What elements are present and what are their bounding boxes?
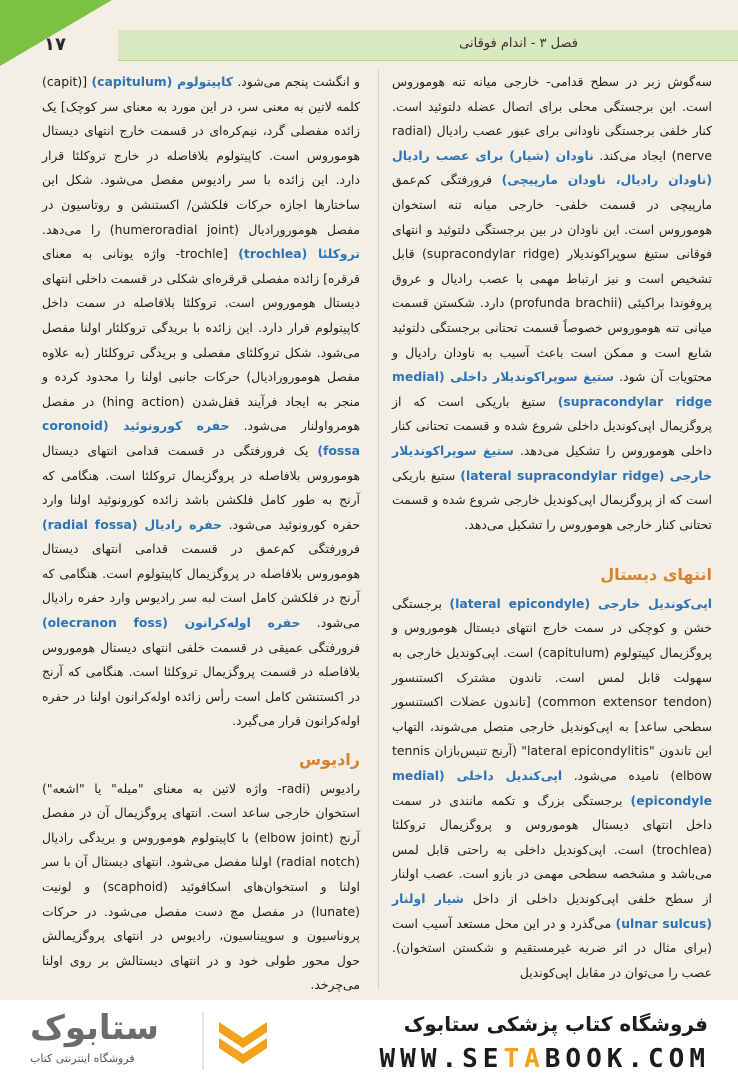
right-paragraph-2: اپی‌کوندیل خارجی (lateral epicondyle) برجستگی خشن و کوچکی در سمت خارج انتهای دیستال هوموروس و پروگزیمال کپیتولوم (capitulum) است. اپی‌کوندیل خارجی به سهولت قابل لمس است. تاندون مشترک اکستنسور (common extensor tendon) [تاندون عضلات اکستنسور سطحی ساعد] به اپی‌کوندیل خارجی متصل می‌شوند، التهاب این تاندون "lateral epicondylitis" (آرنج تنیس‌بازان tennis elbow) نامیده می‌شود. اپی‌کندیل داخلی (medial epicondyle) برجستگی بزرگ و تکمه مانندی در سمت داخل انتهای دیستال هوموروس و پروگزیمال تروکلئا (trochlea) است. اپی‌کوندیل داخلی به راحتی قابل لمس می‌باشد و مشخصه سطحی مهمی در بازو است. عصب اولنار از سطح خلفی اپی‌کوندیل داخلی از داخل شیار اولنار (ulnar sulcus) می‌گذرد و در این محل مستعد آسیب است (برای مثال در اثر ضربه غیرمستقیم و شکستن استخوان). عصب را می‌توان در مقابل اپی‌کوندیل — [392, 595, 712, 980]
corner-tab — [0, 0, 112, 66]
section-heading-radius: رادیوس — [298, 750, 360, 770]
term-capitulum: کاپیتولوم (capitulum) — [91, 74, 233, 89]
store-name: فروشگاه کتاب پزشکی ستابوک — [403, 1012, 708, 1036]
column-divider — [378, 70, 379, 990]
section-heading-distal-end: انتهای دیستال — [600, 565, 712, 585]
page-number: ۱۷ — [44, 34, 66, 55]
store-logo-text: ستابوک — [30, 1008, 159, 1048]
term-medial-epicondyle: اپی‌کندیل داخلی (medial epicondyle) — [392, 768, 712, 808]
right-paragraph: سه‌گوش زبر در سطح قدامی- خارجی میانه تنه هوموروس است. این برجستگی محلی برای اتصال عضله دلتوئید است. کنار خلفی برجستگی ناودانی برای عبور عصب رادیال (radial nerve) ایجاد می‌کند. ناودان (شیار) برای عصب رادیال (ناودان رادیال، ناودان مارپیچی) فرورفتگی کم‌عمق مارپیچی در قسمت خلفی- خارجی میانه تنه استخوان هوموروس است. این ناودان در بین برجستگی دلتوئید و انتهای فوقانی ستیغ سوپراکوندیلار (supracondylar ridge) قابل تشخیص است و نیز ارتباط مهمی با عصب رادیال و عروق پروفوندا براکیئی (profunda brachii) دارد. شکستن قسمت میانی تنه هوموروس خصوصاً قسمت تحتانی برجستگی دلتوئید شایع است و ممکن است باعث آسیب به ناودان رادیال و محتویات آن شود. ستیغ سوپراکوندیلار داخلی (medial supracondylar ridge) ستیغ باریکی است که از پروگزیمال اپی‌کوندیل داخلی شروع شده و قسمت تحتانی کنار داخلی هوموروس را تشکیل می‌دهد. ستیغ سوپراکوندیلار خارجی (lateral supracondylar ridge) ستیغ باریکی است که از پروگزیمال اپی‌کوندیل خارجی شروع شده و قسمت تحتانی کنار خارجی هوموروس را تشکیل می‌دهد. — [392, 74, 713, 532]
term-ulnar-sulcus: شیار اولنار (ulnar sulcus) — [392, 891, 712, 931]
term-coronoid-fossa: حفره کورونوئید (coronoid fossa) — [42, 418, 360, 458]
term-olecranon-fossa: حفره اوله‌کرانون (olecranon foss) — [42, 615, 301, 631]
left-paragraph: و انگشت پنجم می‌شود. کاپیتولوم (capitulum) [(capit) کلمه لاتین به معنی سر، در این مورد به معنای سر کوچک] یک زائده مفصلی گرد، نیم‌کره‌ای در قسمت خارج انتهای دیستال هوموروس است. کاپیتولوم بلافاصله در خارج تروکلئا قرار دارد. این زائده با سر رادیوس مفصل می‌شود. شکل این ساختارها اجازه حرکات فلکشن/ اکستنشن و روتاسیون در مفصل هومورورادیال (humeroradial joint) را می‌دهد. تروکلئا (trochlea) [trochle- واژه یونانی به معنای قرقره] زائده مفصلی قرقره‌ای شکلی در قسمت داخلی انتهای دیستال هوموروس است. تروکلئا بلافاصله در سمت داخل کاپیتولوم قرار دارد. این زائده با بریدگی تروکلئار اولنا مفصل می‌شود. شکل تروکلئای مفصلی و بریدگی تروکلئار (به علاوه مفصل هومورورادیال) حرکات جانبی اولنا را محدود کرده و منجر به ایجاد فرآیند قفل‌شدن (hing action) در مفصل هومرواولنار می‌شود. حفره کورونوئید (coronoid fossa) یک فرورفتگی در قسمت قدامی انتهای دیستال هوموروس بلافاصله در پروگزیمال تروکلئا است. هنگامی که آرنج به طور کامل فلکشن باشد زائده کورونوئید اولنا وارد حفره کورونوئید می‌شود. حفره رادیال (radial fossa) فرورفتگی کم‌عمق در قسمت قدامی انتهای دیستال هوموروس بلافاصله در پروگزیمال کاپیتولوم است. هنگامی که آرنج در فلکشن کامل است لبه سر رادیوس وارد حفره رادیال می‌شود. حفره اوله‌کرانون (olecranon foss) فرورفتگی عمیقی در قسمت خلفی انتهای دیستال هوموروس بلافاصله در قسمت پروگزیمال تروکلئا است. هنگامی که آرنج در اکستنشن کامل است رأس زائده اوله‌کرانون اولنا در حفره اوله‌کرانون قرار می‌گیرد. — [42, 74, 361, 729]
left-column — [42, 70, 360, 998]
store-footer — [0, 1000, 738, 1080]
footer-separator — [202, 1012, 204, 1070]
term-trochlea: تروکلئا (trochlea) — [238, 246, 360, 262]
chevron-logo-icon — [215, 1014, 271, 1066]
store-url[interactable]: WWW.SETABOOK.COM — [379, 1044, 710, 1074]
term-radial-fossa: حفره رادیال (radial fossa) — [42, 516, 223, 532]
term-lateral-ridge: ستیغ سوپراکوندیلار خارجی (lateral supracondylar ridge) — [392, 442, 712, 483]
store-logo-subtitle: فروشگاه اینترنتی کتاب — [30, 1052, 135, 1065]
term-medial-ridge: ستیغ سوپراکوندیلار داخلی (medial supracondylar ridge) — [392, 369, 713, 409]
left-paragraph-2: رادیوس (radi- واژه لاتین به معنای "میله" یا "اشعه") استخوان خارجی ساعد است. انتهای پروگزیمال آن در مفصل آرنج (elbow joint) با کاپیتولوم هوموروس و بریدگی رادیال (radial notch) اولنا مفصل می‌شود. انتهای دیستال آن با سر اولنا و استخوان‌های اسکافوئید (scaphoid) و لونیت (lunate) در مفصل مچ دست مفصل می‌شود. در حرکات پروناسیون و سوپیناسیون، رادیوس در انتهای پروگزیمالش حول محور طولی خود و در انتهای دیستالش بر روی اولنا می‌چرخد. — [42, 780, 360, 993]
chapter-title: فصل ۳ - اندام فوقانی — [459, 36, 578, 51]
term-lateral-epicondyle: اپی‌کوندیل خارجی (lateral epicondyle) — [449, 595, 712, 611]
chapter-header — [118, 30, 738, 61]
term-radial-groove: ناودان (شیار) برای عصب رادیال (ناودان رادیال، ناودان مارپیچی) — [392, 147, 712, 188]
right-column — [392, 70, 712, 985]
